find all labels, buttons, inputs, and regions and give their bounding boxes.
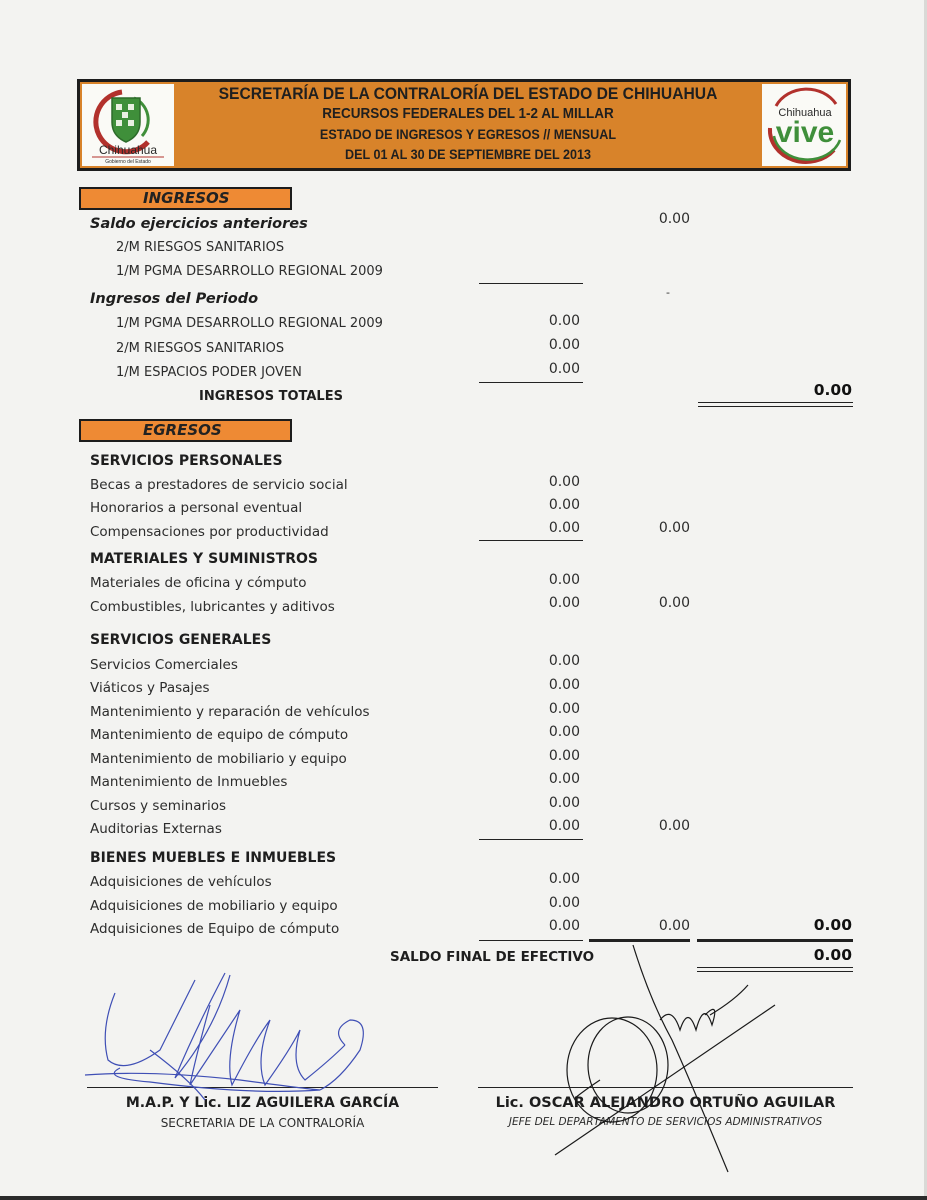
signatory-left-role: SECRETARIA DE LA CONTRALORÍA (160, 1116, 365, 1130)
periodo-item: 1/M PGMA DESARROLLO REGIONAL 2009 (116, 316, 383, 331)
expense-item: Cursos y seminarios (90, 798, 227, 814)
category-subtotal: 0.00 (658, 918, 690, 934)
logo-right-main-text: vive (775, 116, 835, 149)
periodo-item: 2/M RIESGOS SANITARIOS (116, 341, 285, 356)
ingresos-totales-value: 0.00 (813, 381, 852, 399)
expense-item: Auditorias Externas (90, 821, 222, 837)
signatory-left-name: M.A.P. Y Lic. LIZ AGUILERA GARCÍA (125, 1095, 400, 1111)
banner-line-3: ESTADO DE INGRESOS Y EGRESOS // MENSUAL (319, 126, 617, 142)
saldo-final-value: 0.00 (813, 946, 852, 964)
category-subtotal: 0.00 (658, 520, 690, 536)
expense-item-value: 0.00 (548, 918, 580, 934)
expense-item-value: 0.00 (548, 572, 580, 588)
expense-item: Viáticos y Pasajes (90, 680, 210, 696)
expense-item: Mantenimiento de equipo de cómputo (90, 727, 349, 743)
periodo-item: 1/M ESPACIOS PODER JOVEN (116, 365, 302, 380)
egresos-section-tag: EGRESOS (79, 419, 292, 442)
signatory-right-name: Lic. OSCAR ALEJANDRO ORTUÑO AGUILAR (495, 1095, 836, 1111)
expense-item: Materiales de oficina y cómputo (90, 575, 307, 591)
expense-item: Adquisiciones de vehículos (90, 874, 272, 890)
expense-item: Compensaciones por productividad (90, 524, 329, 540)
expense-item-value: 0.00 (548, 771, 580, 787)
saldo-anteriores-total: 0.00 (658, 211, 690, 227)
category-heading: MATERIALES Y SUMINISTROS (90, 551, 318, 567)
expense-item-value: 0.00 (548, 595, 580, 611)
periodo-item-value: 0.00 (548, 337, 580, 353)
expense-item: Becas a prestadores de servicio social (90, 477, 348, 493)
expense-item-value: 0.00 (548, 818, 580, 834)
expense-item-value: 0.00 (548, 474, 580, 490)
expense-item-value: 0.00 (548, 653, 580, 669)
expense-item: Combustibles, lubricantes y aditivos (90, 599, 335, 615)
page-edge (0, 1196, 927, 1200)
expense-item-value: 0.00 (548, 748, 580, 764)
logo-left-text: Chihuahua (98, 143, 158, 157)
expense-item-value: 0.00 (548, 795, 580, 811)
periodo-item-value: 0.00 (548, 313, 580, 329)
expense-item-value: 0.00 (548, 871, 580, 887)
category-heading: SERVICIOS GENERALES (90, 632, 272, 648)
banner-line-2: RECURSOS FEDERALES DEL 1-2 AL MILLAR (322, 105, 614, 122)
category-subtotal: 0.00 (658, 818, 690, 834)
periodo-item-value: 0.00 (548, 361, 580, 377)
ingresos-periodo-heading: Ingresos del Periodo (90, 291, 259, 307)
category-heading: BIENES MUEBLES E INMUEBLES (90, 850, 337, 866)
banner-line-1: SECRETARÍA DE LA CONTRALORÍA DEL ESTADO DE CHIHUAHUA (218, 84, 718, 103)
ingresos-section-tag: INGRESOS (79, 187, 292, 210)
expense-item: Adquisiciones de mobiliario y equipo (90, 898, 338, 914)
logo-right-top-text: Chihuahua (778, 107, 832, 119)
saldo-item: 1/M PGMA DESARROLLO REGIONAL 2009 (116, 264, 383, 279)
expense-item-value: 0.00 (548, 497, 580, 513)
total-egresos-value: 0.00 (813, 916, 852, 934)
expense-item-value: 0.00 (548, 520, 580, 536)
banner-line-4: DEL 01 AL 30 DE SEPTIEMBRE DEL 2013 (344, 146, 592, 162)
expense-item-value: 0.00 (548, 677, 580, 693)
signatory-right-role: JEFE DEL DEPARTAMENTO DE SERVICIOS ADMINISTRATIVOS (508, 1116, 823, 1128)
expense-item-value: 0.00 (548, 724, 580, 740)
ingresos-totales-label: INGRESOS TOTALES (199, 389, 343, 404)
expense-item: Mantenimiento y reparación de vehículos (90, 704, 370, 720)
saldo-item: 2/M RIESGOS SANITARIOS (116, 240, 285, 255)
expense-item: Adquisiciones de Equipo de cómputo (90, 921, 340, 937)
category-subtotal: 0.00 (658, 595, 690, 611)
ingresos-periodo-total: - (666, 286, 670, 299)
expense-item: Servicios Comerciales (90, 657, 238, 673)
logo-left-subtext: Gobierno del Estado (105, 159, 151, 165)
expense-item: Mantenimiento de mobiliario y equipo (90, 751, 347, 767)
expense-item-value: 0.00 (548, 701, 580, 717)
saldo-final-label: SALDO FINAL DE EFECTIVO (390, 949, 595, 965)
saldo-anteriores-heading: Saldo ejercicios anteriores (90, 216, 308, 232)
expense-item-value: 0.00 (548, 895, 580, 911)
expense-item: Mantenimiento de Inmuebles (90, 774, 288, 790)
category-heading: SERVICIOS PERSONALES (90, 453, 283, 469)
expense-item: Honorarios a personal eventual (90, 500, 303, 516)
